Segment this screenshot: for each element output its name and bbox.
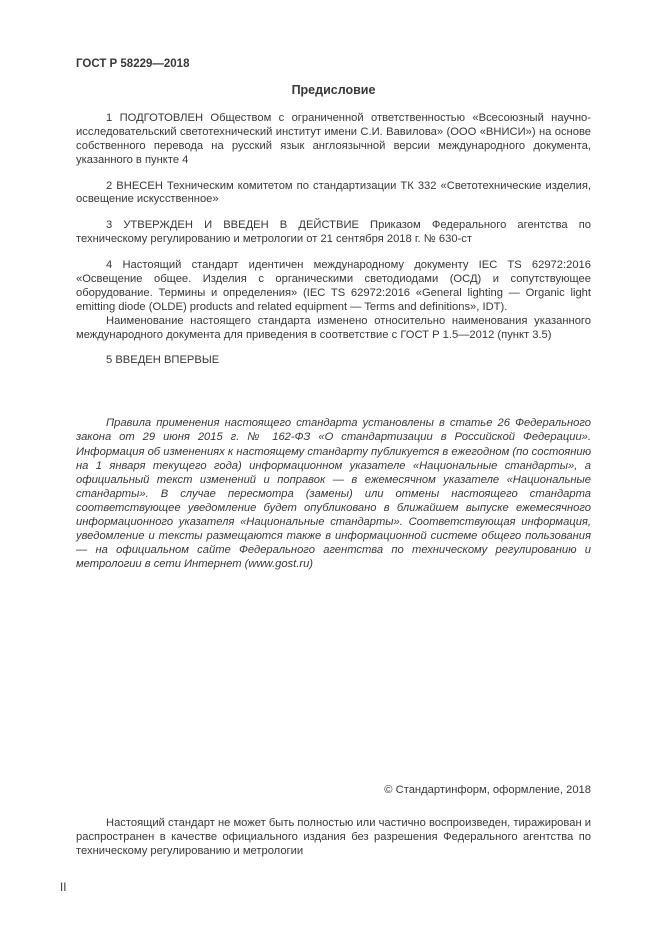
copyright-line: © Стандартинформ, оформление, 2018 — [384, 783, 591, 796]
page-title: Предисловие — [291, 83, 376, 97]
application-rules-note: Правила применения настоящего стандарта установлены в статье 26 Федерального закона от 29 июня 2015 г. № 162-ФЗ «О стандартизации в Российской Федерации». Информация об изменениях к настоящему стандарту публикуется в ежегодном (по состоянию на 1 января текущего года) информационном указателе «Национальные стандарты», а официальный текст изменений и поправок — в ежемесячном указателе «Национальные стандарты». В случае пересмотра (замены) или отмены настоящего стандарта соответствующее уведомление будет опубликовано в ближайшем выпуске ежемесячного информационного указателя «Национальные стандарты». Соответствующая информация, уведомление и тексты размещаются также в информационной системе общего пользования — на официальном сайте Федерального агентства по техническому регулированию и метрологии в сети Интернет (www.gost.ru) — [76, 417, 591, 571]
foreword-item-5: 5 ВВЕДЕН ВПЕРВЫЕ — [106, 354, 220, 367]
vertical-spacer — [76, 572, 591, 784]
foreword-item-2: 2 ВНЕСЕН Техническим комитетом по стандартизации ТК 332 «Светотехнические изделия, освещение искусственное» — [76, 179, 591, 206]
foreword-item-4-continuation: Наименование настоящего стандарта изменено относительно наименования указанного международного документа для приведения в соответствие с ГОСТ Р 1.5—2012 (пункт 3.5) — [76, 314, 591, 341]
foreword-item-3: 3 УТВЕРЖДЕН И ВВЕДЕН В ДЕЙСТВИЕ Приказом Федерального агентства по техническому регулированию и метрологии от 21 сентября 2018 г. № 630-ст — [76, 219, 591, 246]
foreword-item-1: 1 ПОДГОТОВЛЕН Обществом с ограниченной ответственностью «Всесоюзный научно-исследовательский светотехнический институт имени С.И. Вавилова» (ООО «ВНИСИ») на основе собственного перевода на русский язык англоязычной версии международного документа, указанного в пункте 4 — [76, 112, 591, 166]
reproduction-restriction-note: Настоящий стандарт не может быть полностью или частично воспроизведен, тиражирован и распространен в качестве официального издания без разрешения Федерального агентства по техническому регулированию и метрологии — [76, 816, 591, 857]
foreword-item-4: 4 Настоящий стандарт идентичен международному документу IEC TS 62972:2016 «Освещение общее. Изделия с органическими светодиодами (ОСД) и сопутствующее оборудование. Термины и определения» (IEC TS 62972:2016 «General lighting — Organic light emitting diode (OLDE) products and related equipment — Terms and definitions», IDT). — [76, 259, 591, 313]
page-number: II — [60, 882, 67, 894]
doc-standard-number: ГОСТ Р 58229—2018 — [76, 58, 190, 70]
